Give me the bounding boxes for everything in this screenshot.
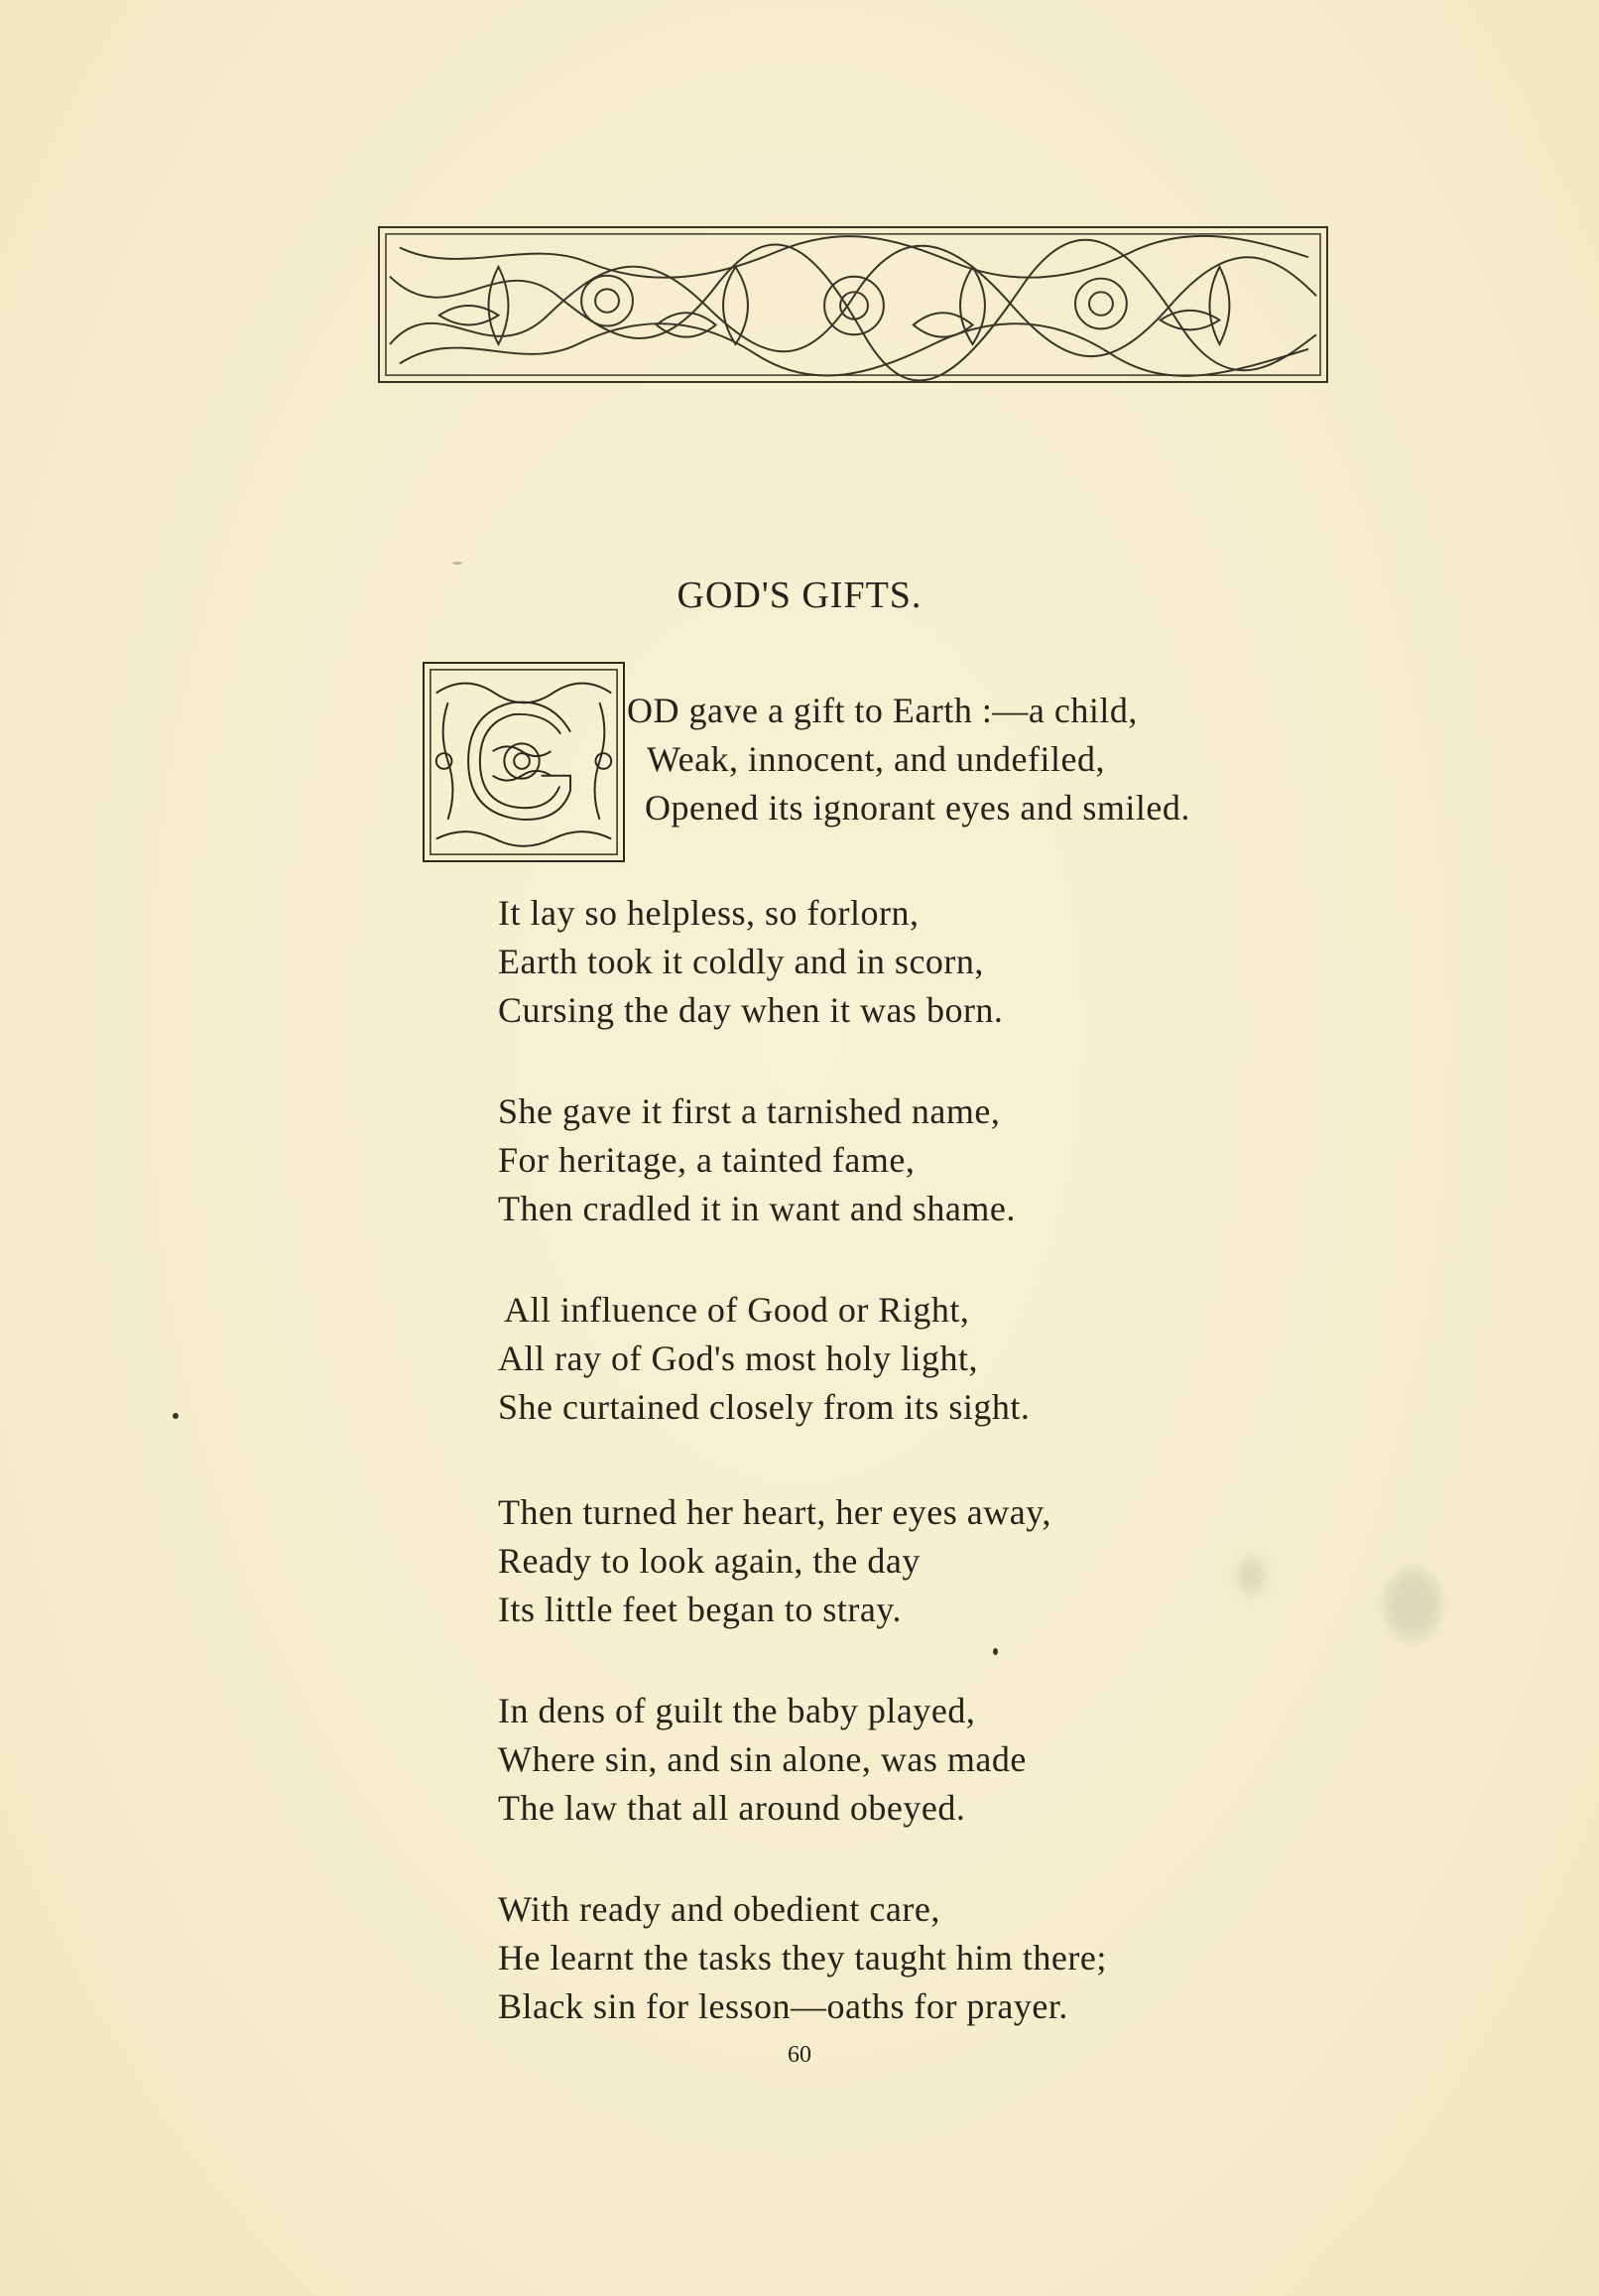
poem-line: He learnt the tasks they taught him there; xyxy=(498,1938,1107,1977)
stanza-4 xyxy=(498,1286,1030,1432)
poem-line: The law that all around obeyed. xyxy=(498,1788,966,1828)
page-number: 60 xyxy=(788,2042,811,2068)
poem-line: She curtained closely from its sight. xyxy=(498,1387,1031,1427)
poem-line: Where sin, and sin alone, was made xyxy=(498,1739,1027,1779)
ink-speck xyxy=(452,562,462,565)
poem-line: Its little feet began to stray. xyxy=(498,1590,903,1629)
poem-line: Weak, innocent, and undefiled, xyxy=(647,739,1105,779)
ornamental-headpiece xyxy=(378,226,1328,383)
poem-line: With ready and obedient care, xyxy=(498,1889,940,1929)
stanza-3 xyxy=(498,1087,1016,1233)
poem-line: Ready to look again, the day xyxy=(498,1541,921,1581)
poem-line: All ray of God's most holy light, xyxy=(498,1339,978,1378)
decorated-initial xyxy=(423,662,625,862)
poem-line: In dens of guilt the baby played, xyxy=(498,1691,976,1730)
paper-stain xyxy=(1238,1558,1264,1594)
poem-line: It lay so helpless, so forlorn, xyxy=(498,893,920,933)
poem-line: Then turned her heart, her eyes away, xyxy=(498,1492,1051,1532)
poem-line: Opened its ignorant eyes and smiled. xyxy=(645,788,1190,828)
ink-speck xyxy=(173,1413,179,1419)
poem-line: All influence of Good or Right, xyxy=(504,1290,970,1330)
poem-line: Then cradled it in want and shame. xyxy=(498,1189,1016,1228)
poem-line: Earth took it coldly and in scorn, xyxy=(498,942,984,981)
floral-scroll-ornament xyxy=(380,228,1326,381)
drop-cap-g-ornament xyxy=(425,664,623,860)
paper-stain xyxy=(1385,1570,1440,1639)
ink-speck xyxy=(993,1648,998,1655)
stanza-1 xyxy=(627,687,1190,832)
poem-line: OD gave a gift to Earth :—a child, xyxy=(627,691,1138,730)
stanza-5 xyxy=(498,1488,1051,1634)
poem-line: She gave it first a tarnished name, xyxy=(498,1091,1001,1131)
stanza-2 xyxy=(498,889,1003,1035)
poem-line: Cursing the day when it was born. xyxy=(498,990,1004,1030)
poem-line: For heritage, a tainted fame, xyxy=(498,1140,916,1180)
poem-title: GOD'S GIFTS. xyxy=(676,574,922,616)
poem-line: Black sin for lesson—oaths for prayer. xyxy=(498,1986,1068,2026)
stanza-6 xyxy=(498,1687,1027,1833)
stanza-7 xyxy=(498,1885,1107,2031)
